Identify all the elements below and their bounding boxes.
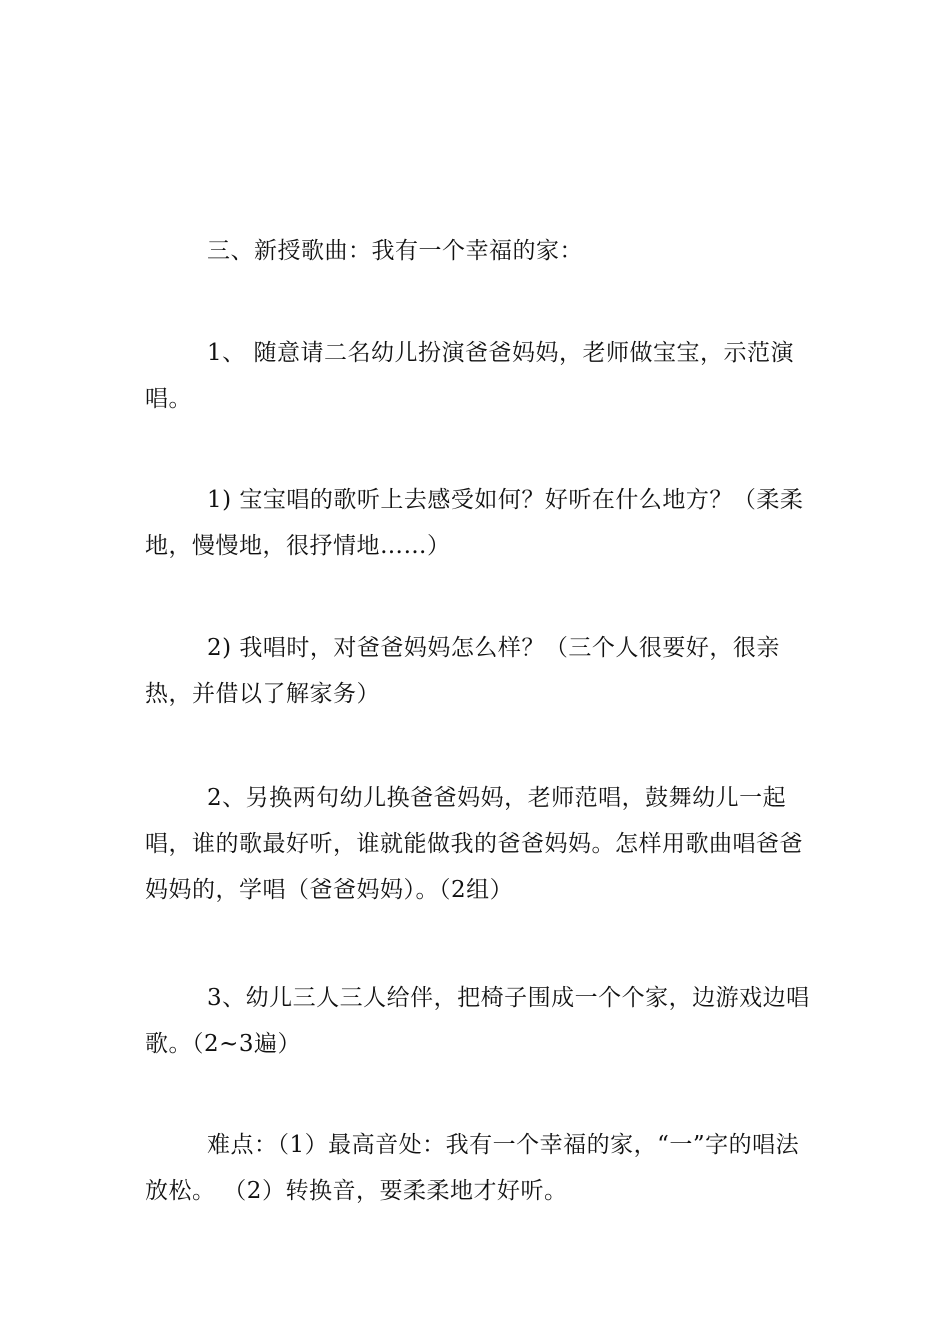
difficulty-paragraph: 难点：（1）最高音处：我有一个幸福的家，“一”字的唱法放松。 （2）转换音，要柔柔地才好听。 [145,1132,800,1204]
question-2-paragraph: 2) 我唱时，对爸爸妈妈怎么样？（三个人很要好，很亲热，并借以了解家务） [145,635,780,707]
step-3-paragraph: 3、幼儿三人三人给伴，把椅子围成一个个家，边游戏边唱歌。（2~3遍） [145,985,810,1057]
step-1-paragraph: 1、 随意请二名幼儿扮演爸爸妈妈，老师做宝宝，示范演唱。 [145,340,794,412]
step-2-paragraph: 2、另换两句幼儿换爸爸妈妈，老师范唱，鼓舞幼儿一起唱，谁的歌最好听，谁就能做我的爸爸妈妈。怎样用歌曲唱爸爸妈妈的，学唱（爸爸妈妈）。（2组） [145,785,803,903]
section-heading: 三、新授歌曲：我有一个幸福的家： [207,238,583,264]
question-1-paragraph: 1) 宝宝唱的歌听上去感受如何？好听在什么地方？（柔柔地，慢慢地，很抒情地……） [145,487,804,559]
